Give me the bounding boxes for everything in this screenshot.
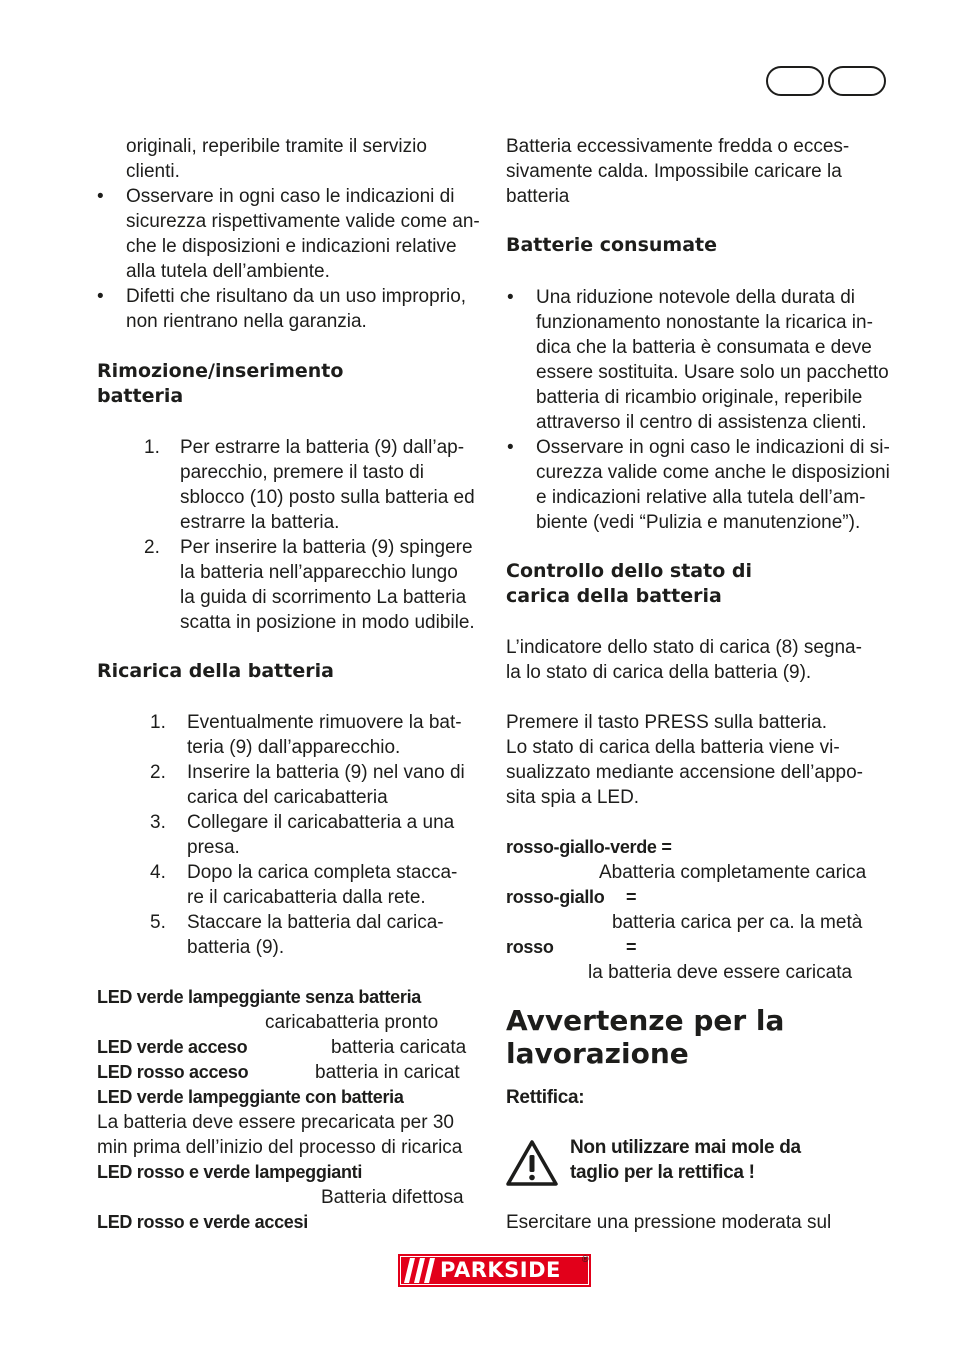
paragraph-line: Lo stato di carica della batteria viene vi- — [506, 737, 840, 758]
list-number: 2. — [150, 762, 166, 783]
list-line: Collegare il caricabatteria a una — [187, 812, 455, 833]
paragraph-line: sita spia a LED. — [506, 787, 640, 808]
led-label: LED rosso e verde lampeggianti — [97, 1162, 363, 1182]
bullet-line: funzionamento nonostante la ricarica in- — [536, 312, 873, 333]
list-number: 1. — [150, 712, 166, 733]
led-label: LED rosso e verde accesi — [97, 1212, 308, 1232]
state-value: Abatteria completamente carica — [599, 862, 867, 883]
bullet-line: e indicazioni relative alla tutela dell’am- — [536, 487, 866, 508]
list-line: carica del caricabatteria — [187, 787, 388, 808]
bullet-line: alla tutela dell’ambiente. — [126, 261, 330, 282]
paragraph-line: L’indicatore dello stato di carica (8) segna- — [506, 637, 862, 658]
bullet-line: attraverso il centro di assistenza clienti. — [536, 412, 867, 433]
list-line: Per estrarre la batteria (9) dall’ap- — [180, 437, 465, 458]
main-heading: lavorazione — [506, 1037, 689, 1070]
led-value: caricabatteria pronto — [265, 1012, 439, 1033]
state-value: batteria carica per ca. la metà — [612, 912, 863, 933]
bullet-line: Osservare in ogni caso le indicazioni di si- — [536, 437, 890, 458]
list-line: Inserire la batteria (9) nel vano di — [187, 762, 465, 783]
led-label: LED verde lampeggiante con batteria — [97, 1087, 404, 1107]
bullet-line: dica che la batteria è consumata e deve — [536, 337, 872, 358]
list-number: 3. — [150, 812, 166, 833]
bullet-line: batteria di ricambio originale, reperibile — [536, 387, 863, 408]
list-line: presa. — [187, 837, 240, 858]
paragraph-line: la lo stato di carica della batteria (9). — [506, 662, 812, 683]
main-heading: Avvertenze per la — [506, 1004, 785, 1037]
paragraph-line: Batteria eccessivamente fredda o ecces- — [506, 136, 850, 157]
bullet-line: non rientrano nella garanzia. — [126, 311, 367, 332]
section-heading: Ricarica della batteria — [97, 660, 334, 682]
bullet-dot: • — [507, 437, 514, 458]
list-line: Per inserire la batteria (9) spingere — [180, 537, 473, 558]
registered-mark: ® — [582, 1254, 589, 1264]
list-line: Eventualmente rimuovere la bat- — [187, 712, 462, 733]
warning-text: taglio per la rettifica ! — [570, 1162, 755, 1183]
led-label: LED rosso acceso — [97, 1062, 249, 1082]
list-number: 5. — [150, 912, 166, 933]
led-label: LED verde acceso — [97, 1037, 248, 1057]
list-number: 1. — [144, 437, 160, 458]
intro-line: clienti. — [126, 161, 180, 182]
bullet-dot: • — [507, 287, 514, 308]
section-heading: Batterie consumate — [506, 234, 718, 256]
bullet-line: essere sostituita. Usare solo un pacchetto — [536, 362, 889, 383]
list-line: estrarre la batteria. — [180, 512, 340, 533]
led-label: LED verde lampeggiante senza batteria — [97, 987, 422, 1007]
led-text: La batteria deve essere precaricata per 30 — [97, 1112, 454, 1133]
led-value: batteria in caricat — [315, 1062, 460, 1083]
list-line: la guida di scorrimento La batteria — [180, 587, 467, 608]
warning-text: Non utilizzare mai mole da — [570, 1137, 801, 1158]
bullet-line: curezza valide come anche le disposizioni — [536, 462, 890, 483]
list-line: Staccare la batteria dal carica- — [187, 912, 444, 933]
logo-stripes-icon — [404, 1258, 436, 1283]
bullet-line: che le disposizioni e indicazioni relative — [126, 236, 457, 257]
section-heading: Controllo dello stato di — [506, 560, 752, 582]
subheading: Rettifica: — [506, 1087, 585, 1108]
paragraph-line: Premere il tasto PRESS sulla batteria. — [506, 712, 828, 733]
state-label: rosso-giallo-verde = — [506, 837, 672, 857]
list-number: 4. — [150, 862, 166, 883]
bullet-dot: • — [97, 286, 104, 307]
paragraph-line: sivamente calda. Impossibile caricare la — [506, 161, 842, 182]
bullet-line: sicurezza rispettivamente valide come an- — [126, 211, 480, 232]
logo-wordmark: PARKSIDE — [440, 1258, 561, 1282]
state-equals: = — [626, 887, 637, 907]
list-line: batteria (9). — [187, 937, 285, 958]
parkside-logo — [398, 1254, 591, 1287]
section-heading: batteria — [97, 385, 184, 407]
state-value: la batteria deve essere caricata — [588, 962, 853, 983]
list-line: la batteria nell’apparecchio lungo — [180, 562, 458, 583]
bullet-line: Osservare in ogni caso le indicazioni di — [126, 186, 455, 207]
language-badge-left — [766, 66, 824, 96]
led-value: Batteria difettosa — [321, 1187, 464, 1208]
paragraph-line: batteria — [506, 186, 570, 207]
state-label: rosso-giallo — [506, 887, 605, 907]
paragraph-line: Esercitare una pressione moderata sul — [506, 1212, 832, 1233]
list-line: sblocco (10) posto sulla batteria ed — [180, 487, 475, 508]
bullet-line: Difetti che risultano da un uso improprio, — [126, 286, 467, 307]
led-text: min prima dell’inizio del processo di ricarica — [97, 1137, 463, 1158]
state-label: rosso — [506, 937, 554, 957]
warning-triangle-icon — [506, 1140, 558, 1186]
led-value: batteria caricata — [331, 1037, 467, 1058]
intro-line: originali, reperibile tramite il servizio — [126, 136, 427, 157]
language-badge-right — [828, 66, 886, 96]
list-line: teria (9) dall’apparecchio. — [187, 737, 401, 758]
state-equals: = — [626, 937, 637, 957]
paragraph-line: sualizzato mediante accensione dell’appo- — [506, 762, 864, 783]
section-heading: carica della batteria — [506, 585, 722, 607]
list-line: re il caricabatteria dalla rete. — [187, 887, 426, 908]
bullet-line: biente (vedi “Pulizia e manutenzione”). — [536, 512, 861, 533]
section-heading: Rimozione/inserimento — [97, 360, 344, 382]
bullet-line: Una riduzione notevole della durata di — [536, 287, 855, 308]
list-line: Dopo la carica completa stacca- — [187, 862, 458, 883]
list-number: 2. — [144, 537, 160, 558]
list-line: scatta in posizione in modo udibile. — [180, 612, 475, 633]
list-line: parecchio, premere il tasto di — [180, 462, 424, 483]
language-badges — [766, 66, 890, 98]
bullet-dot: • — [97, 186, 104, 207]
